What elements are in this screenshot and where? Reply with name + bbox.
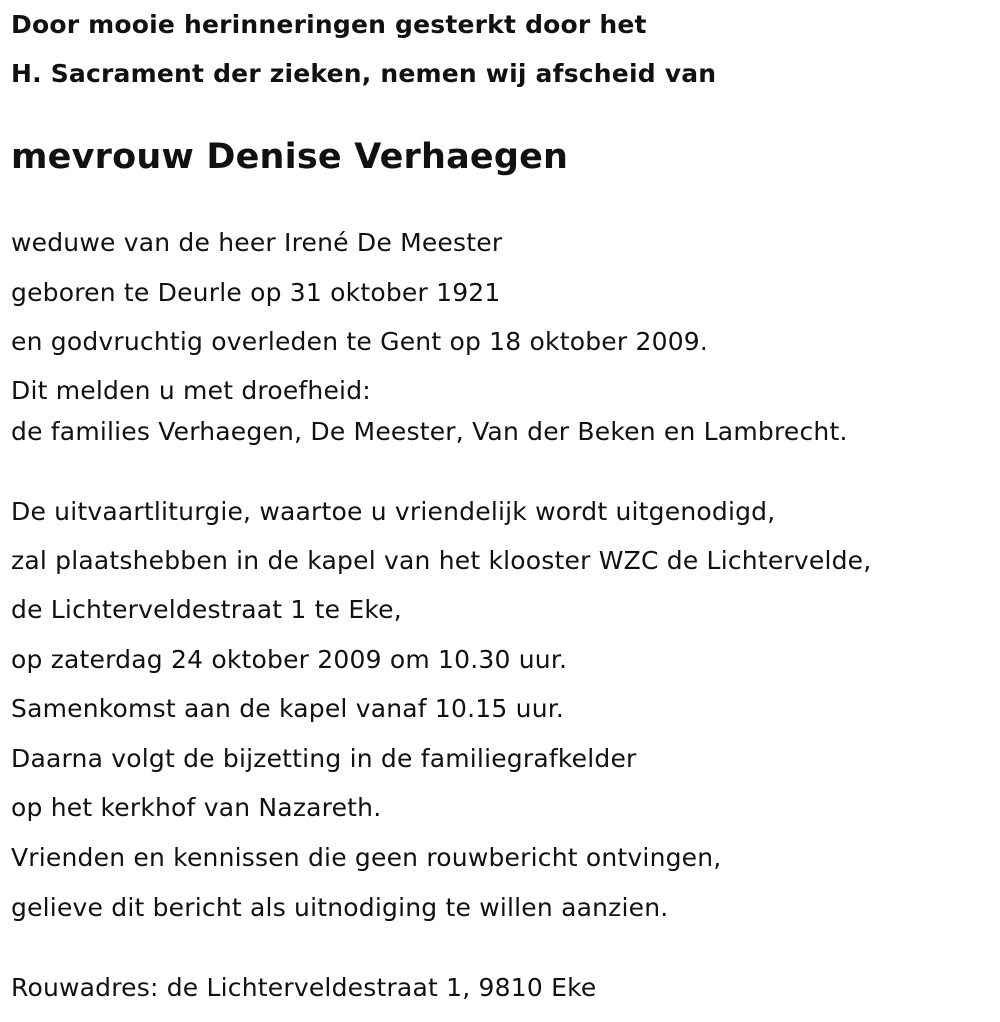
funeral-line: Daarna volgt de bijzetting in de familiegrafkelder <box>11 744 637 773</box>
intro-line: H. Sacrament der zieken, nemen wij afscheid van <box>11 59 717 88</box>
mourning-address: Rouwadres: de Lichterveldestraat 1, 9810 Eke <box>11 973 597 1002</box>
funeral-line: Samenkomst aan de kapel vanaf 10.15 uur. <box>11 694 565 723</box>
deceased-name: mevrouw Denise Verhaegen <box>11 137 569 177</box>
biography-line: geboren te Deurle op 31 oktober 1921 <box>11 278 501 307</box>
funeral-line: de Lichterveldestraat 1 te Eke, <box>11 595 402 624</box>
funeral-line: op het kerkhof van Nazareth. <box>11 793 382 822</box>
funeral-line: op zaterdag 24 oktober 2009 om 10.30 uur. <box>11 645 568 674</box>
announcement-line: de families Verhaegen, De Meester, Van der Beken en Lambrecht. <box>11 417 848 446</box>
funeral-line: gelieve dit bericht als uitnodiging te willen aanzien. <box>11 893 669 922</box>
funeral-line: De uitvaartliturgie, waartoe u vriendelijk wordt uitgenodigd, <box>11 497 776 526</box>
announcement-line: Dit melden u met droefheid: <box>11 376 371 405</box>
funeral-line: Vrienden en kennissen die geen rouwbericht ontvingen, <box>11 843 722 872</box>
biography-line: weduwe van de heer Irené De Meester <box>11 228 503 257</box>
funeral-line: zal plaatshebben in de kapel van het klooster WZC de Lichtervelde, <box>11 546 872 575</box>
intro-line: Door mooie herinneringen gesterkt door het <box>11 10 647 39</box>
biography-line: en godvruchtig overleden te Gent op 18 oktober 2009. <box>11 327 709 356</box>
